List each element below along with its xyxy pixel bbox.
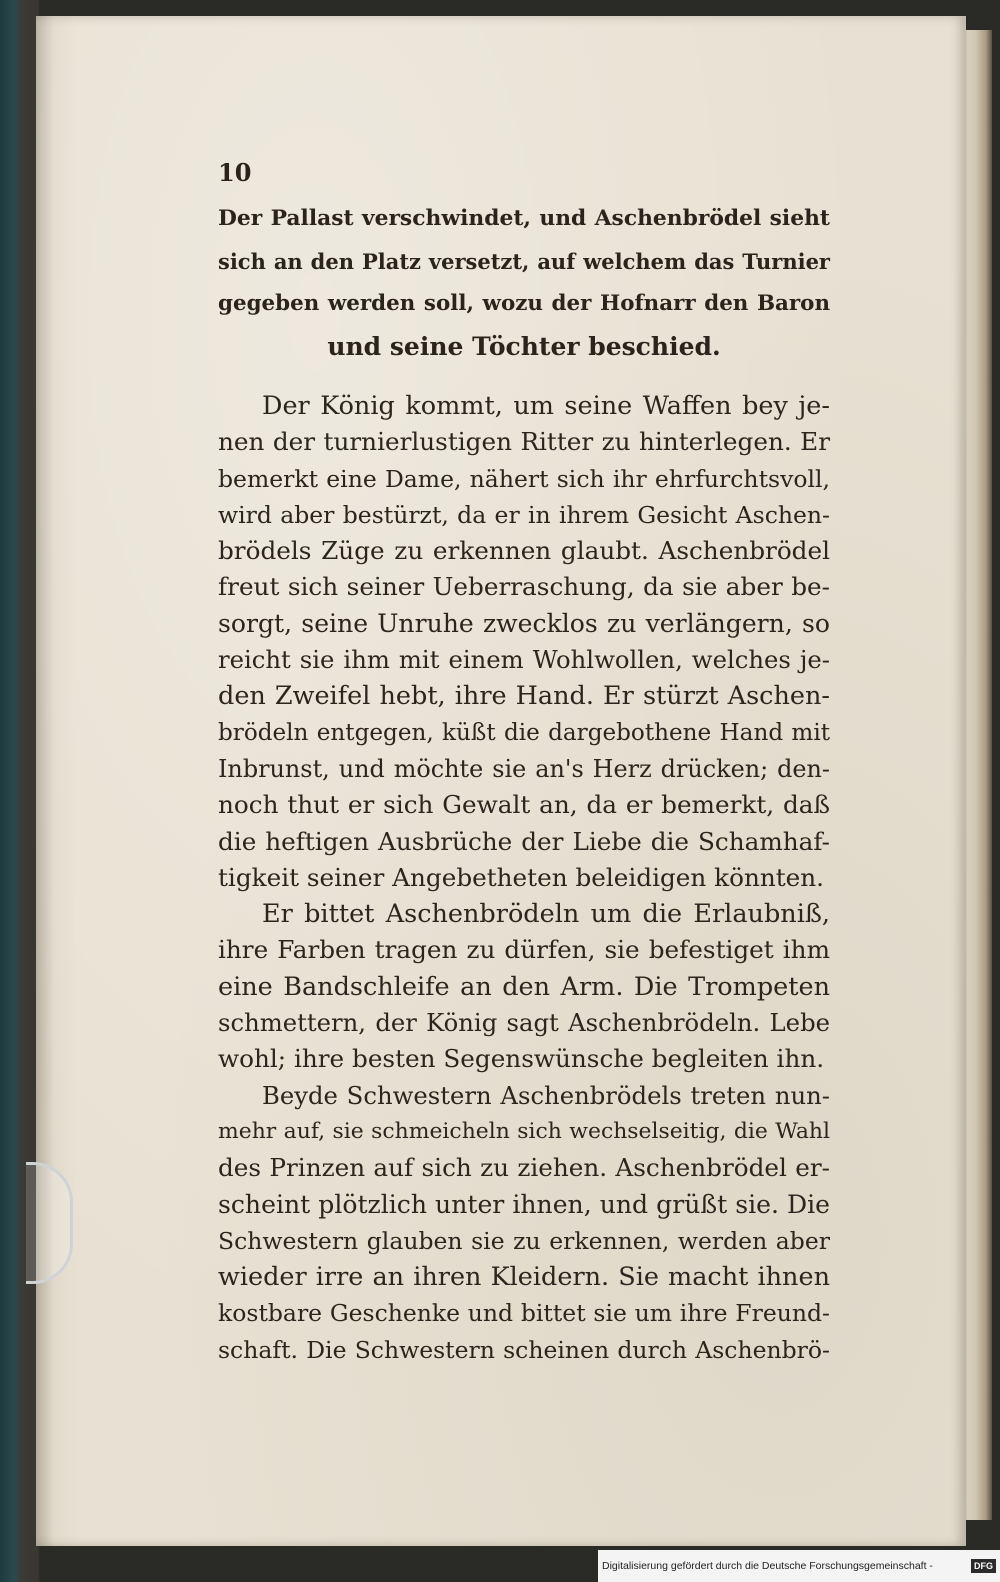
text-line: nen der turnierlustigen Ritter zu hinterlegen. Er [218, 427, 830, 457]
text-line: reicht sie ihm mit einem Wohlwollen, welches je- [218, 645, 830, 675]
page-number: 10 [218, 158, 252, 187]
text-line: Er bittet Aschenbrödeln um die Erlaubniß, [262, 899, 830, 930]
text-line: des Prinzen auf sich zu ziehen. Aschenbrödel er- [218, 1153, 830, 1183]
caption-line: Der Pallast verschwindet, und Aschenbrödel sieht [218, 206, 830, 231]
text-line: Schwestern glauben sie zu erkennen, werden aber [218, 1226, 830, 1255]
caption-line: gegeben werden soll, wozu der Hofnarr den Baron [218, 291, 830, 316]
page-clip [26, 1162, 73, 1284]
page-edge [962, 30, 992, 1520]
text-line: den Zweifel hebt, ihre Hand. Er stürzt Aschen- [218, 681, 830, 712]
text-line: schmettern, der König sagt Aschenbrödeln. Lebe [218, 1008, 830, 1038]
text-line: ihre Farben tragen zu dürfen, sie befestiget ihm [218, 935, 830, 965]
body-text [218, 388, 830, 1368]
text-line: Beyde Schwestern Aschenbrödels treten nun- [262, 1080, 830, 1110]
text-line: wird aber bestürzt, da er in ihrem Gesicht Aschen- [218, 500, 830, 529]
text-line: die heftigen Ausbrüche der Liebe die Schamhaf- [218, 826, 830, 856]
text-line: bemerkt eine Dame, nähert sich ihr ehrfurchtsvoll, [218, 464, 830, 493]
text-line: schaft. Die Schwestern scheinen durch Aschenbrö- [218, 1335, 830, 1364]
text-line: mehr auf, sie schmeicheln sich wechselseitig, die Wahl [218, 1118, 830, 1144]
text-line: Der König kommt, um seine Waffen bey je- [262, 391, 830, 421]
text-line: Inbrunst, und möchte sie an's Herz drücken; den- [218, 754, 830, 783]
scene-caption [218, 198, 830, 368]
text-line: tigkeit seiner Angebetheten beleidigen könnten. [218, 862, 825, 892]
text-line: scheint plötzlich unter ihnen, und grüßt sie. Die [218, 1189, 830, 1219]
caption-line: sich an den Platz versetzt, auf welchem das Turnier [218, 248, 830, 274]
text-line: eine Bandschleife an den Arm. Die Trompeten [218, 971, 830, 1002]
text-line: brödeln entgegen, küßt die dargebothene Hand mit [218, 719, 830, 746]
text-line: wieder irre an ihren Kleidern. Sie macht ihnen [218, 1262, 830, 1293]
dfg-logo: DFG [971, 1559, 996, 1573]
footer-text: Digitalisierung gefördert durch die Deutsche Forschungsgemeinschaft - [602, 1560, 933, 1572]
caption-line: und seine Töchter beschied. [327, 331, 721, 361]
text-line: kostbare Geschenke und bittet sie um ihre Freund- [218, 1299, 830, 1328]
text-line: noch thut er sich Gewalt an, da er bemerkt, daß [218, 790, 830, 820]
digitization-footer [598, 1550, 1000, 1582]
text-line: brödels Züge zu erkennen glaubt. Aschenbrödel [218, 536, 830, 566]
text-line: wohl; ihre besten Segenswünsche begleiten ihn. [218, 1044, 825, 1074]
text-line: freut sich seiner Ueberraschung, da sie aber be- [218, 572, 830, 602]
text-line: sorgt, seine Unruhe zwecklos zu verlängern, so [218, 608, 830, 638]
